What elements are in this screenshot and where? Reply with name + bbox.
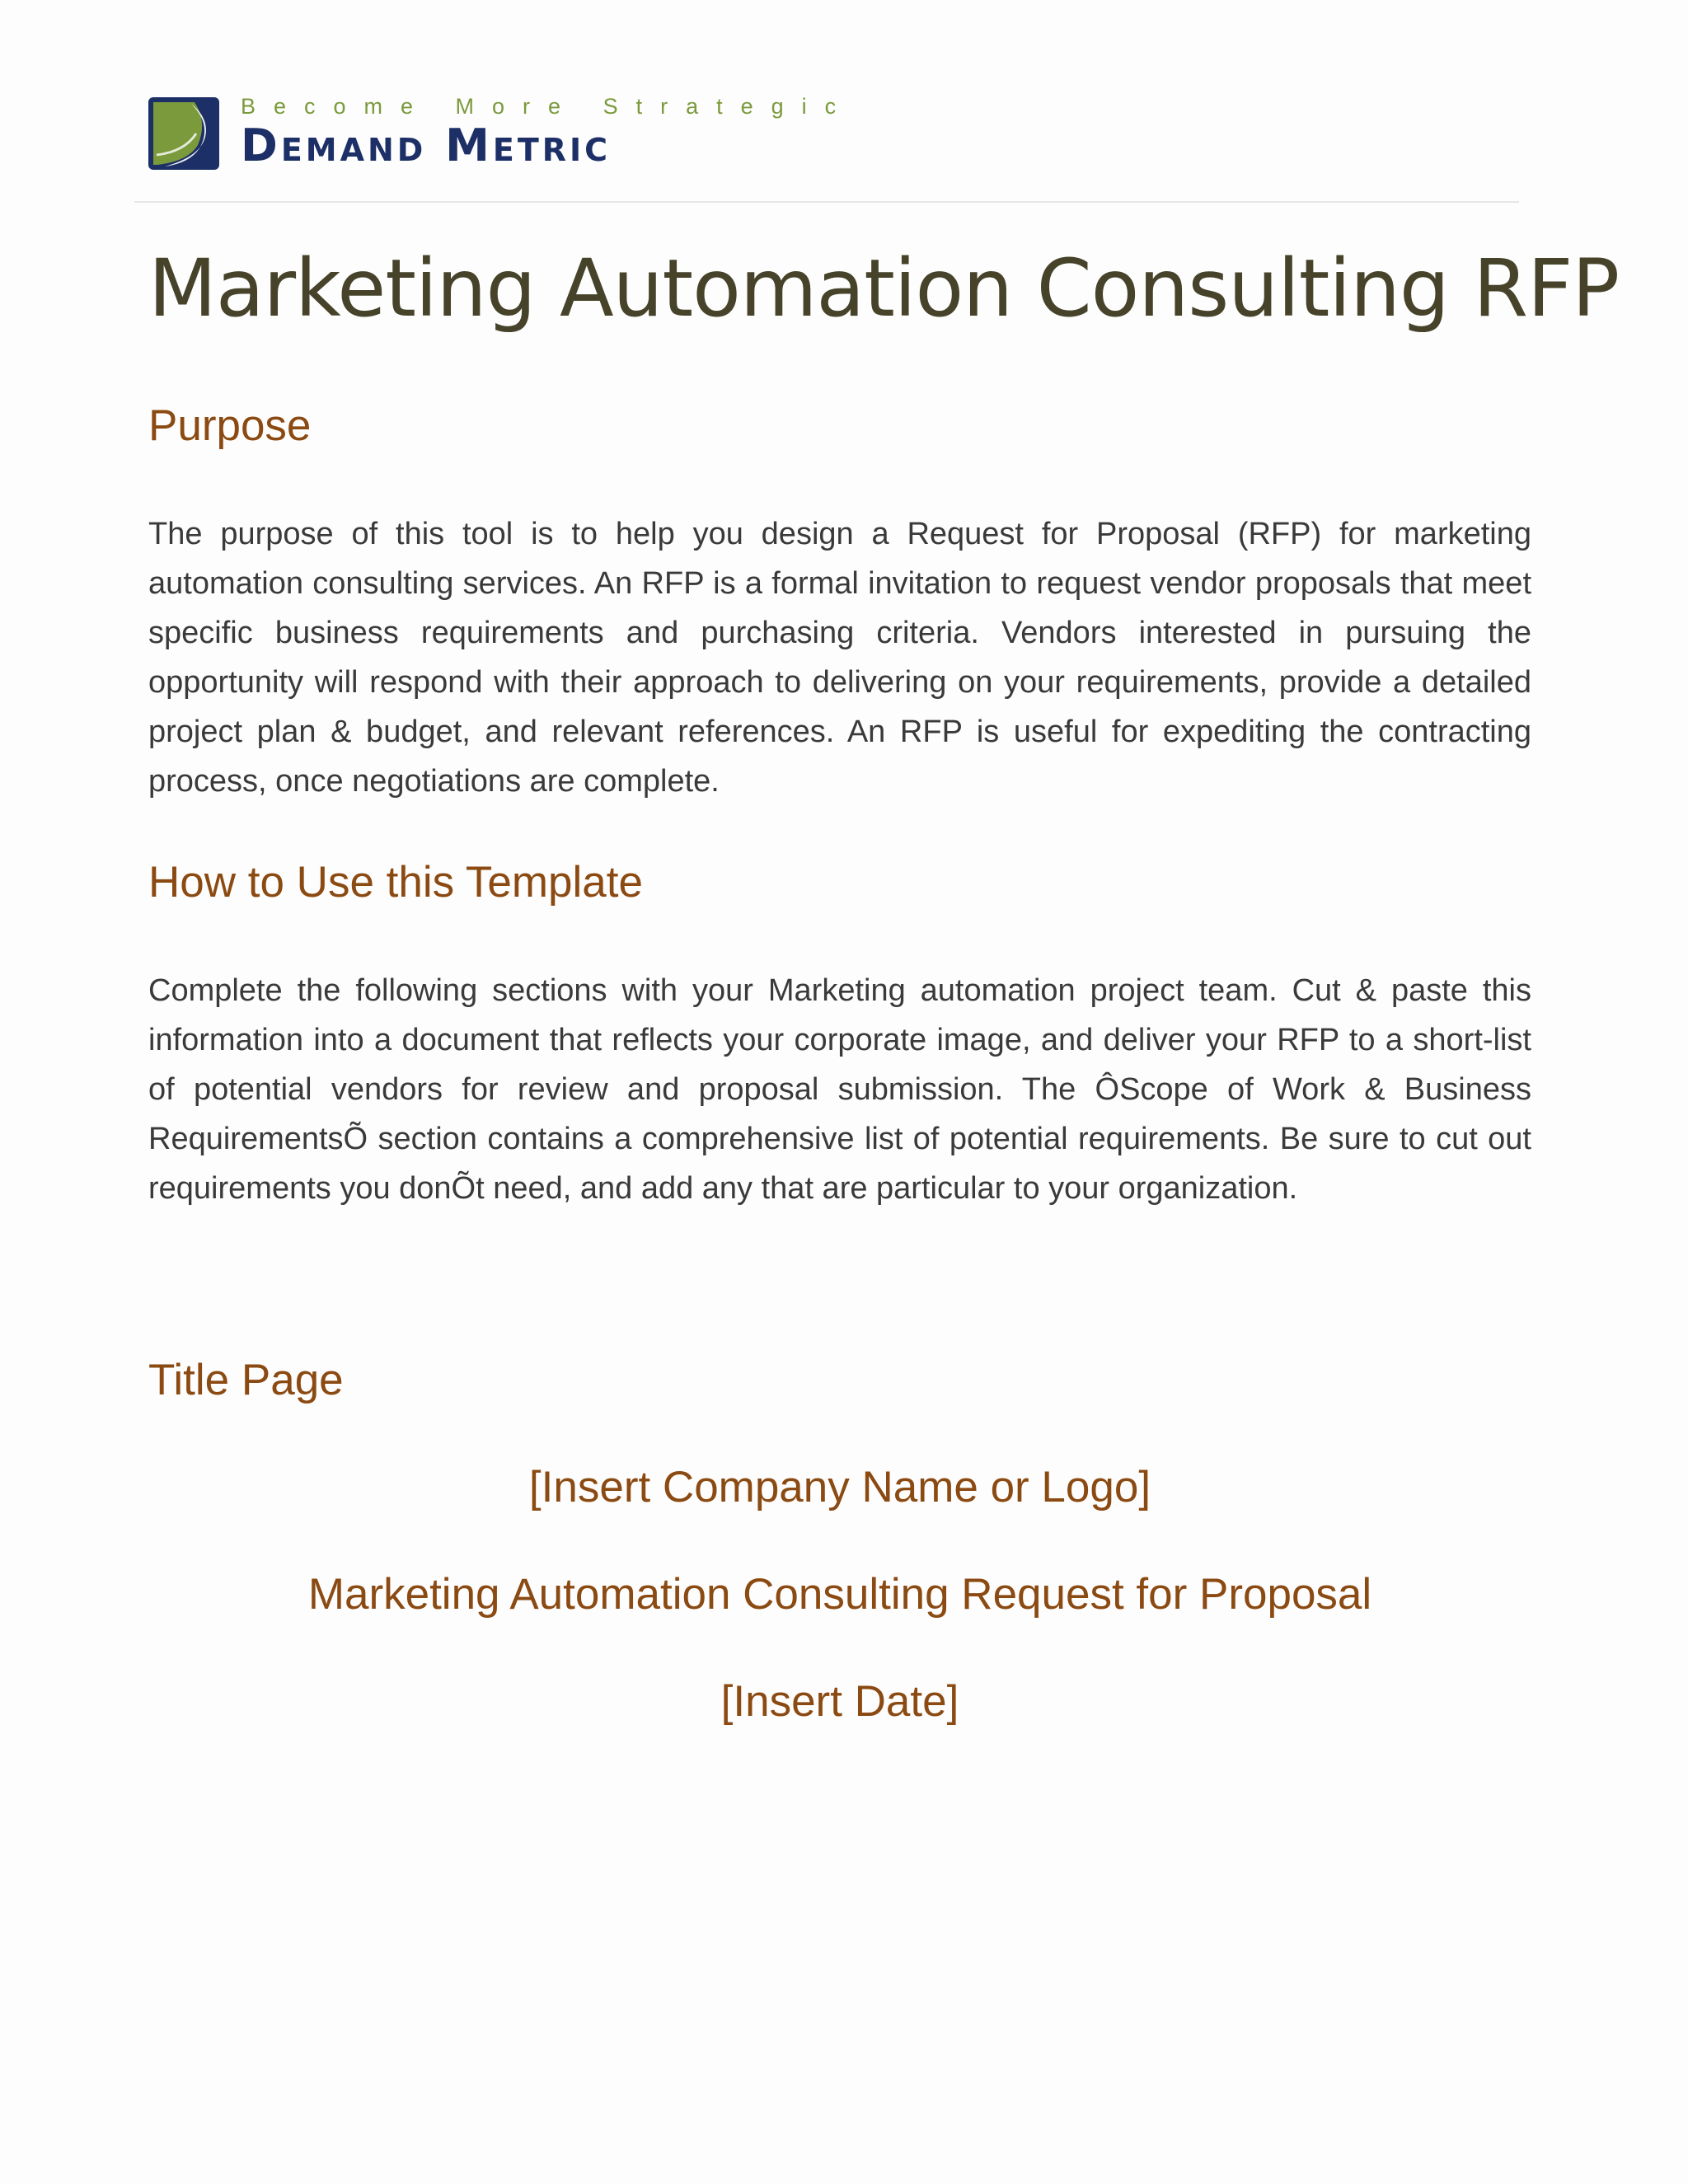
- brand-tagline: Become More Strategic: [241, 94, 855, 119]
- purpose-paragraph: The purpose of this tool is to help you design a Request for Proposal (RFP) for marketing automation consulting services. An RFP is a formal invitation to request vendor proposals that meet specific business requirements and purchasing criteria. Vendors interested in pursuing the opportunity will respond with their approach to delivering on your requirements, provide a detailed project plan & budget, and relevant references. An RFP is useful for expediting the contracting process, once negotiations are complete.: [148, 517, 1531, 799]
- insert-company-placeholder: [Insert Company Name or Logo]: [528, 1463, 1151, 1511]
- brand-name: Demand Metric: [241, 120, 612, 171]
- how-to-use-heading: How to Use this Template: [148, 858, 643, 907]
- demand-metric-logo-icon: [148, 97, 219, 170]
- how-to-use-paragraph: Complete the following sections with your Marketing automation project team. Cut & paste this information into a document that reflects your corporate image, and deliver your RFP to a short-list of potential vendors for review and proposal submission. The ÔScope of Work & Business RequirementsÕ section contains a comprehensive list of potential requirements. Be sure to cut out requirements you donÕt need, and add any that are particular to your organization.: [148, 973, 1531, 1206]
- title-page-heading: Title Page: [148, 1356, 344, 1404]
- purpose-heading: Purpose: [148, 401, 312, 450]
- proposal-title: Marketing Automation Consulting Request for Proposal: [307, 1570, 1372, 1619]
- header-divider: [134, 201, 1519, 203]
- document-title: Marketing Automation Consulting RFP: [148, 242, 1620, 335]
- insert-date-placeholder: [Insert Date]: [720, 1677, 959, 1726]
